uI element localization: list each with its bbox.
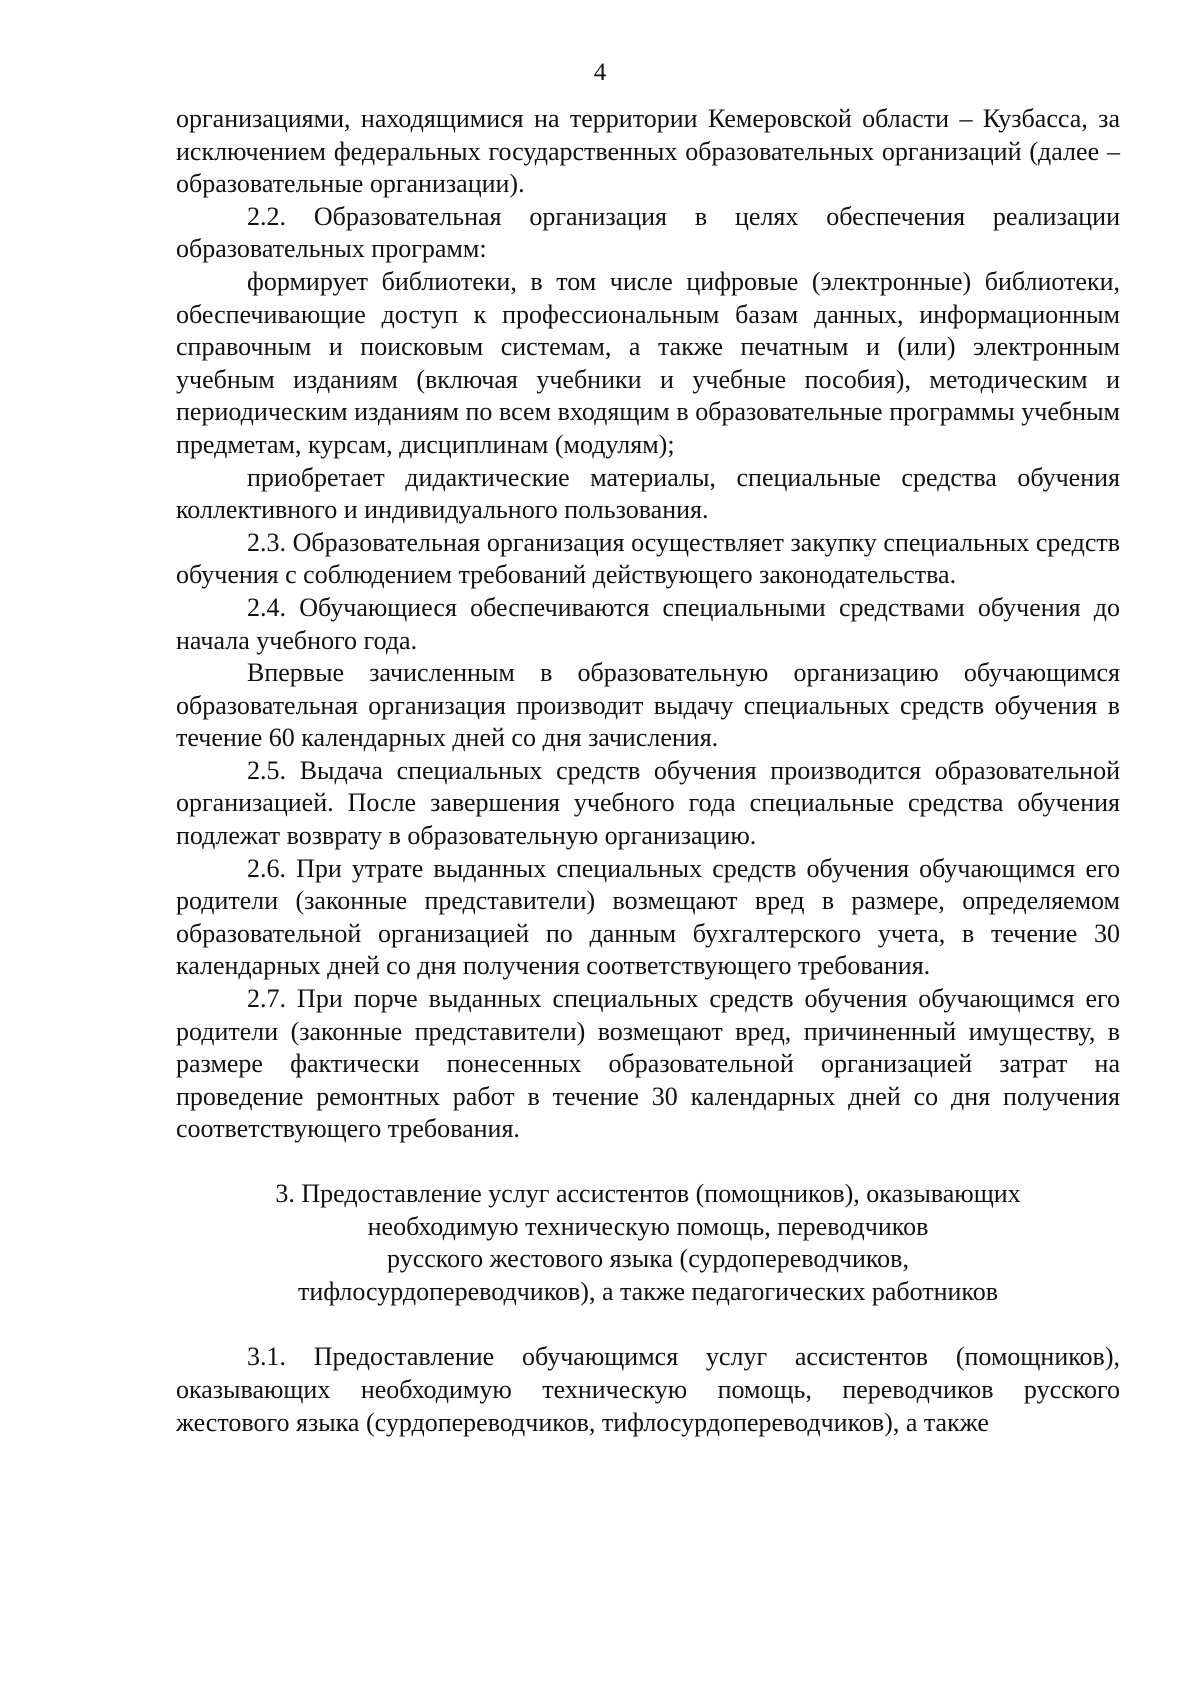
paragraph-2-6: 2.6. При утрате выданных специальных средств обучения обучающимся его родители (законные представители) возмещают вред в размере, определяемом образовательной организацией по данным бухгалтерского учета, в течение 30 календарных дней со дня получения соответствующего требования. <box>176 853 1120 981</box>
section-3-heading-line: 3. Предоставление услуг ассистентов (помощников), оказывающих <box>275 1179 1021 1208</box>
section-3-heading-line: русского жестового языка (сурдопереводчиков, <box>387 1244 909 1274</box>
paragraph-2-2-materials: приобретает дидактические материалы, специальные средства обучения коллективного и индивидуального пользования. <box>176 462 1120 525</box>
paragraph-2-2: 2.2. Образовательная организация в целях обеспечения реализации образовательных программ: <box>176 201 1120 264</box>
paragraph-2-2-libraries: формирует библиотеки, в том числе цифровые (электронные) библиотеки, обеспечивающие доступ к профессиональным базам данных, информационным справочным и поисковым системам, а также печатным и (или) электронным учебным изданиям (включая учебники и учебные пособия), методическим и периодическим изданиям по всем входящим в образовательные программы учебным предметам, курсам, дисциплинам (модулям); <box>176 266 1120 459</box>
paragraph-2-4-first-enrolled: Впервые зачисленным в образовательную организацию обучающимся образовательная организация производит выдачу специальных средств обучения в течение 60 календарных дней со дня зачисления. <box>176 658 1120 753</box>
paragraph-3-1: 3.1. Предоставление обучающимся услуг ассистентов (помощников), оказывающих необходимую техническую помощь, переводчиков русского жестового языка (сурдопереводчиков, тифлосурдопереводчиков), а также <box>176 1342 1120 1437</box>
paragraph-2-5: 2.5. Выдача специальных средств обучения производится образовательной организацией. После завершения учебного года специальные средства обучения подлежат возврату в образовательную организацию. <box>176 755 1120 851</box>
paragraph-2-3: 2.3. Образовательная организация осуществляет закупку специальных средств обучения с соблюдением требований действующего законодательства. <box>176 527 1120 590</box>
paragraph-2-7: 2.7. При порче выданных специальных средств обучения обучающимся его родители (законные представители) возмещают вред, причиненный имуществу, в размере фактически понесенных образовательной организацией затрат на проведение ремонтных работ в течение 30 календарных дней со дня получения соответствующего требования. <box>176 984 1120 1144</box>
page-number: 4 <box>593 59 607 86</box>
document-body <box>176 103 1120 1439</box>
paragraph-2-4: 2.4. Обучающиеся обеспечиваются специальными средствами обучения до начала учебного года. <box>176 592 1120 655</box>
section-3-heading-line: необходимую техническую помощь, переводчиков <box>367 1211 929 1241</box>
section-3-heading-line: тифлосурдопереводчиков), а также педагогических работников <box>297 1276 999 1306</box>
paragraph-continuation: организациями, находящимися на территории Кемеровской области – Кузбасса, за исключением федеральных государственных образовательных организаций (далее – образовательные организации). <box>176 104 1120 199</box>
section-3-heading <box>176 1178 1120 1308</box>
